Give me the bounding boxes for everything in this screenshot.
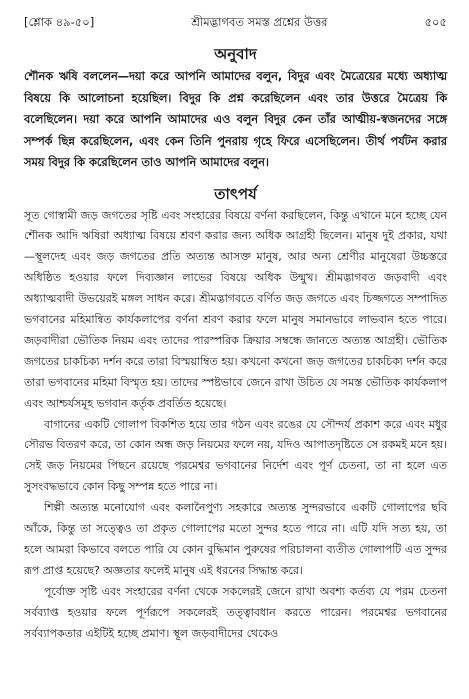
- running-header: [24, 14, 447, 30]
- chapter-title: শ্রীমদ্ভাগবত সমস্ত প্রশ্নের উত্তর: [191, 15, 328, 29]
- page-number: ৫০৫: [424, 15, 447, 29]
- verse-reference: [শ্লোক ৪৯-৫০]: [24, 15, 95, 29]
- purport-paragraph: বাগানের একটি গোলাপ বিকশিত হয়ে তার গঠন এবং রঙের যে সৌন্দর্য প্রকাশ করে এবং মধুর সৌরভ বিতরণ করে, তা কোন অন্ধ জড় নিয়মের ফলে নয়, যদিও আপাতদৃষ্টিতে সে রকমই মনে হয়। সেই জড় নিয়মের পিছনে রয়েছে পরমেশ্বর ভগবানের নির্দেশ এবং পূর্ণ চেতনা, তা না হলে এত সুসংবদ্ধভাবে কোন কিছু সম্পন্ন হতে পারে না।: [24, 417, 447, 494]
- purport-paragraph: পূর্বোক্ত সৃষ্টি এবং সংহারের বর্ণনা থেকে সকলেরই জেনে রাখা অবশ্য কর্তব্য যে পরম চেতনা সর্বব্যাপ্ত হওয়ার ফলে পূর্ণরূপে সকলেরই তত্ত্বাবধান করতে পারেন। পরমেশ্বর ভগবানের সর্বব্যাপকতার এইটিই হচ্ছে প্রমাণ। স্থূল জড়বাদীদের থেকেও: [24, 584, 447, 640]
- translation-text: শৌনক ঋষি বললেন—দয়া করে আপনি আমাদের বলুন, বিদুর এবং মৈত্রেয়ের মধ্যে অধ্যাত্ম বিষয়ে কি আলোচনা হয়েছিল। বিদুর কি প্রশ্ন করেছিলেন এবং তার উত্তরে মৈত্রেয় কি বলেছিলেন। দয়া করে আপনি আমাদের এও বলুন বিদুর কেন তাঁর আত্মীয়-স্বজনদের সঙ্গে সম্পর্ক ছিন্ন করেছিলেন, এবং কেন তিনি পুনরায় গৃহে ফিরে এসেছিলেন। তীর্থ পর্যটন করার সময় বিদুর কি করেছিলেন তাও আপনি আমাদের বলুন।: [24, 70, 447, 169]
- purport-paragraph: সূত গোস্বামী জড় জগতের সৃষ্টি এবং সংহারের বিষয়ে বর্ণনা করছিলেন, কিন্তু এখানে মনে হচ্ছে যেন শৌনক আদি ঋষিরা অধ্যাত্ম বিষয়ে শ্রবণ করার জন্য অধিক আগ্রহী ছিলেন। মানুষ দুই প্রকার, যথা—স্থূলদেহ এবং জড় জগতের প্রতি অত্যন্ত আসক্ত মানুষ, আর অন্য শ্রেণীর মানুষেরা উচ্চস্তরে অধিষ্ঠিত হওয়ার ফলে দিব্যজ্ঞান লাভের বিষয়ে অধিক উন্মুখ। শ্রীমদ্ভাগবত জড়বাদী এবং অধ্যাত্মবাদী উভয়েরই মঙ্গল সাধন করে। শ্রীমদ্ভাগবতে বর্ণিত জড় জগতে এবং চিজ্জগতে সম্পাদিত ভগবানের মহিমান্বিত কার্যকলাপের বর্ণনা শ্রবণ করার ফলে মানুষ সমানভাবে লাভবান হতে পারে। জড়বাদীরা ভৌতিক নিয়ম এবং তাদের পারস্পরিক ক্রিয়ার সম্বন্ধে জানতে অত্যন্ত আগ্রহী। ভৌতিক জগতের চাকচিক্য দর্শন করে তারা বিস্ময়াম্বিত হয়। কখনো কখনো জড় জগতের চাকচিক্য দর্শন করে তারা ভগবানের মহিমা বিস্মৃত হয়। তাদের স্পষ্টভাবে জেনে রাখা উচিত যে সমস্ত ভৌতিক কার্যকলাপ এবং আশ্চর্যসমূহ ভগবান কর্তৃক প্রবর্তিত হয়েছে।: [24, 208, 447, 410]
- translation-heading: অনুবাদ: [214, 45, 257, 63]
- purport-paragraph: শিল্পী অত্যন্ত মনোযোগ এবং কলানৈপুণ্য সহকারে অত্যন্ত সুন্দরভাবে একটি গোলাপের ছবি আঁকে, কিন্তু তা সত্ত্বেও তা প্রকৃত গোলাপের মতো সুন্দর হতে পারে না। এটি যদি সত্য হয়, তা হলে আমরা কিভাবে বলতে পারি যে কোন বুদ্ধিমান পুরুষের পরিচালনা ব্যতীত গোলাপটি এত সুন্দর রূপ প্রাপ্ত হয়েছে? অজ্ঞতার ফলেই মানুষ এই ধরনের সিদ্ধান্ত করে।: [24, 501, 447, 577]
- purport-heading: তাৎপর্য: [214, 184, 257, 203]
